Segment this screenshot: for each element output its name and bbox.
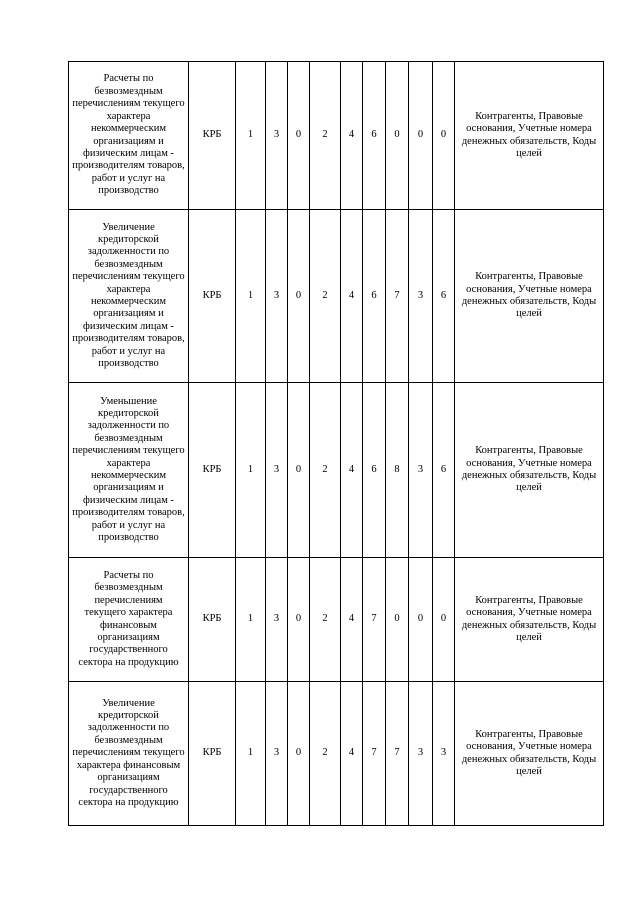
table-row [69, 558, 604, 682]
account-digit-cell: 3 [409, 682, 433, 826]
account-digit-cell: 7 [363, 682, 386, 826]
account-digit-cell: 4 [341, 210, 363, 383]
account-digit-cell: 2 [310, 210, 341, 383]
account-digit-cell: 3 [266, 62, 288, 210]
account-digit-cell: 4 [341, 62, 363, 210]
account-digit-cell: 3 [433, 682, 455, 826]
account-digit-cell: 0 [288, 682, 310, 826]
account-digit-cell: 1 [236, 210, 266, 383]
account-digit-cell: 8 [386, 383, 409, 558]
account-name-cell [69, 558, 189, 682]
account-digit-cell: 0 [288, 558, 310, 682]
account-digit-cell: 0 [433, 558, 455, 682]
account-digit-cell: 4 [341, 383, 363, 558]
account-digit-cell: 0 [409, 62, 433, 210]
account-digit-cell: 0 [288, 210, 310, 383]
account-digit-cell: 7 [386, 210, 409, 383]
account-name-cell [69, 383, 189, 558]
account-digit-cell: 7 [386, 682, 409, 826]
account-digit-cell: 1 [236, 62, 266, 210]
analytics-text: Контрагенты, Правовые основания, Учетные номера денежных обязательств, Коды целей [461, 271, 597, 320]
account-digit-cell: 0 [386, 558, 409, 682]
account-digit-cell: 2 [310, 62, 341, 210]
account-code-cell: КРБ [189, 682, 236, 826]
analytics-text: Контрагенты, Правовые основания, Учетные номера денежных обязательств, Коды целей [461, 445, 597, 494]
account-digit-cell: 0 [409, 558, 433, 682]
account-digit-cell: 2 [310, 682, 341, 826]
table-row [69, 383, 604, 558]
account-name-cell [69, 682, 189, 826]
account-digit-cell: 3 [266, 383, 288, 558]
account-digit-cell: 7 [363, 558, 386, 682]
account-digit-cell: 0 [386, 62, 409, 210]
account-digit-cell: 2 [310, 558, 341, 682]
account-digit-cell: 6 [363, 62, 386, 210]
account-name-text: Расчеты по безвозмездным перечислениям текущего характера некоммерческим организациям и физическим лицам - производителям товаров, работ и услуг на производство [72, 73, 185, 197]
account-digit-cell: 3 [409, 210, 433, 383]
analytics-cell [455, 383, 604, 558]
account-digit-cell: 0 [288, 62, 310, 210]
account-digit-cell: 3 [266, 210, 288, 383]
account-name-text: Уменьшение кредиторской задолженности по безвозмездным перечислениям текущего характера некоммерческим организациям и физическим лицам - производителям товаров, работ и услуг на производство [72, 395, 185, 544]
table-row [69, 210, 604, 383]
analytics-cell [455, 682, 604, 826]
account-name-cell [69, 62, 189, 210]
account-digit-cell: 3 [409, 383, 433, 558]
accounts-table-body [69, 62, 604, 826]
account-code-cell: КРБ [189, 210, 236, 383]
accounts-table [68, 61, 604, 826]
account-digit-cell: 4 [341, 682, 363, 826]
account-name-cell [69, 210, 189, 383]
account-digit-cell: 6 [433, 210, 455, 383]
account-digit-cell: 1 [236, 682, 266, 826]
account-name-text: Увеличение кредиторской задолженности по безвозмездным перечислениям текущего характера некоммерческим организациям и физическим лицам - производителям товаров, работ и услуг на производство [72, 221, 185, 370]
account-name-text: Увеличение кредиторской задолженности по безвозмездным перечислениям текущего характера финансовым организациям государственного сектора на продукцию [72, 697, 185, 808]
analytics-cell [455, 558, 604, 682]
account-code-cell: КРБ [189, 558, 236, 682]
account-digit-cell: 1 [236, 383, 266, 558]
account-digit-cell: 6 [433, 383, 455, 558]
account-digit-cell: 2 [310, 383, 341, 558]
analytics-text: Контрагенты, Правовые основания, Учетные номера денежных обязательств, Коды целей [461, 110, 597, 159]
account-digit-cell: 3 [266, 682, 288, 826]
analytics-cell [455, 210, 604, 383]
account-code-cell: КРБ [189, 383, 236, 558]
table-row [69, 62, 604, 210]
account-code-cell: КРБ [189, 62, 236, 210]
account-digit-cell: 1 [236, 558, 266, 682]
account-name-text: Расчеты по безвозмездным перечислениям текущего характера финансовым организациям государственного сектора на продукцию [78, 569, 179, 668]
account-digit-cell: 3 [266, 558, 288, 682]
account-digit-cell: 4 [341, 558, 363, 682]
analytics-text: Контрагенты, Правовые основания, Учетные номера денежных обязательств, Коды целей [461, 594, 597, 643]
account-digit-cell: 6 [363, 210, 386, 383]
analytics-cell [455, 62, 604, 210]
account-digit-cell: 0 [288, 383, 310, 558]
table-row [69, 682, 604, 826]
account-digit-cell: 0 [433, 62, 455, 210]
analytics-text: Контрагенты, Правовые основания, Учетные номера денежных обязательств, Коды целей [461, 728, 597, 777]
account-digit-cell: 6 [363, 383, 386, 558]
